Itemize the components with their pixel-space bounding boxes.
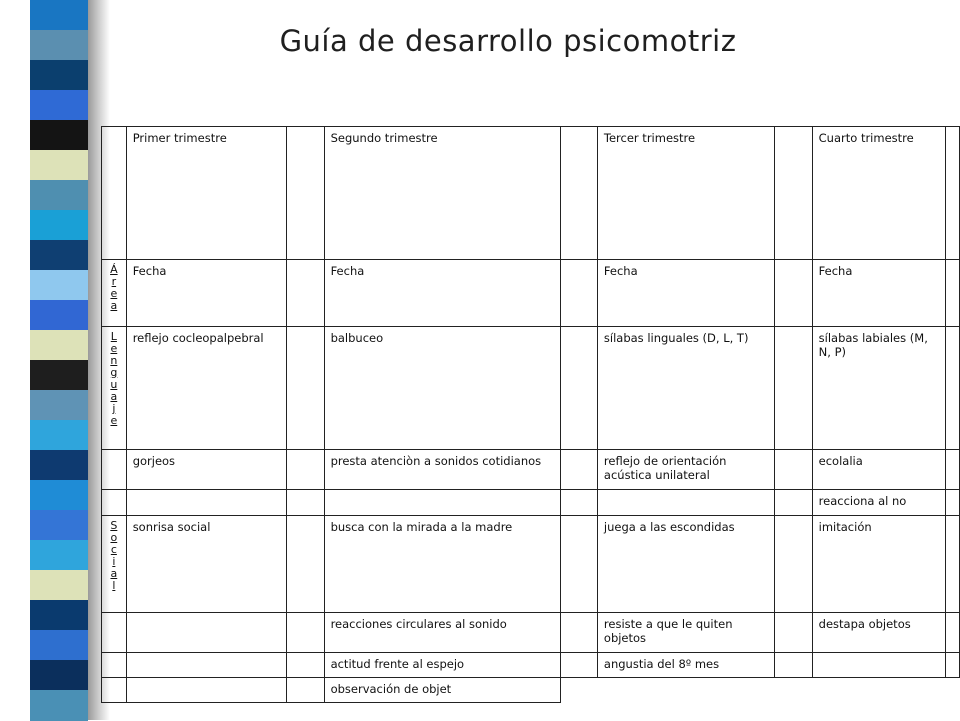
page-title: Guía de desarrollo psicomotriz xyxy=(279,24,737,58)
fecha-row xyxy=(102,260,960,327)
table-cell xyxy=(102,678,127,703)
empty-area xyxy=(945,678,959,703)
table-cell xyxy=(945,613,959,653)
table-cell xyxy=(102,490,127,516)
table-cell xyxy=(287,516,324,613)
table-cell: resiste a que le quiten objetos xyxy=(597,613,774,653)
table-cell: destapa objetos xyxy=(812,613,945,653)
table-cell xyxy=(945,450,959,490)
fecha-cell: Fecha xyxy=(324,260,560,327)
table-cell xyxy=(287,327,324,450)
table-cell: sonrisa social xyxy=(126,516,287,613)
table-cell: reacciones circulares al sonido xyxy=(324,613,560,653)
table-cell: balbuceo xyxy=(324,327,560,450)
table-cell xyxy=(775,450,812,490)
stripe-segment xyxy=(30,600,88,631)
table-cell xyxy=(287,613,324,653)
empty-area xyxy=(812,678,945,703)
header-cuarto-trimestre: Cuarto trimestre xyxy=(812,127,945,260)
fecha-cell: Fecha xyxy=(126,260,287,327)
table-cell: reflejo cocleopalpebral xyxy=(126,327,287,450)
table-cell xyxy=(102,127,127,260)
table-cell xyxy=(775,127,812,260)
stripe-segment xyxy=(30,60,88,91)
stripe-segment xyxy=(30,390,88,421)
table-cell xyxy=(775,490,812,516)
table-cell: busca con la mirada a la madre xyxy=(324,516,560,613)
stripe-segment xyxy=(30,660,88,691)
empty-area xyxy=(560,678,597,703)
stripe-segment xyxy=(30,570,88,601)
table-cell xyxy=(102,450,127,490)
table-cell: actitud frente al espejo xyxy=(324,653,560,678)
stripe-segment xyxy=(30,300,88,331)
development-table xyxy=(101,126,960,703)
stripe-segment xyxy=(30,480,88,511)
stripe-segment xyxy=(30,240,88,271)
header-row xyxy=(102,127,960,260)
table-cell xyxy=(945,490,959,516)
stripe-segment xyxy=(30,360,88,391)
table-cell xyxy=(126,613,287,653)
table-cell xyxy=(945,516,959,613)
social-label: Social xyxy=(110,519,118,592)
lenguaje-label-cell xyxy=(102,327,127,450)
table-cell xyxy=(775,653,812,678)
header-segundo-trimestre: Segundo trimestre xyxy=(324,127,560,260)
table-cell xyxy=(560,260,597,327)
stripe-segment xyxy=(30,270,88,301)
table-cell xyxy=(287,450,324,490)
area-label: Área xyxy=(110,263,118,312)
stripe-segment xyxy=(30,420,88,451)
table-cell: reacciona al no xyxy=(812,490,945,516)
table-cell xyxy=(560,127,597,260)
table-cell xyxy=(560,653,597,678)
table-cell xyxy=(775,516,812,613)
social-row xyxy=(102,678,960,703)
stripe-segment xyxy=(30,630,88,661)
table-cell xyxy=(945,127,959,260)
stripe-segment xyxy=(30,330,88,361)
table-cell xyxy=(560,490,597,516)
social-label-cell xyxy=(102,516,127,613)
stripe-segment xyxy=(30,540,88,571)
lenguaje-row xyxy=(102,490,960,516)
stripe-segment xyxy=(30,120,88,151)
stripe-segment xyxy=(30,210,88,241)
table-cell: sílabas labiales (M, N, P) xyxy=(812,327,945,450)
table-cell: sílabas linguales (D, L, T) xyxy=(597,327,774,450)
table-cell: angustia del 8º mes xyxy=(597,653,774,678)
social-row xyxy=(102,653,960,678)
stripe-segment xyxy=(30,90,88,121)
table-cell xyxy=(560,516,597,613)
table-cell xyxy=(126,653,287,678)
table-cell xyxy=(102,653,127,678)
lenguaje-row xyxy=(102,450,960,490)
table-cell xyxy=(560,450,597,490)
table-cell xyxy=(945,327,959,450)
fecha-cell: Fecha xyxy=(597,260,774,327)
table-cell xyxy=(126,490,287,516)
empty-area xyxy=(597,678,774,703)
table-cell xyxy=(560,327,597,450)
lenguaje-row xyxy=(102,327,960,450)
table-cell: presta atenciòn a sonidos cotidianos xyxy=(324,450,560,490)
fecha-cell: Fecha xyxy=(812,260,945,327)
table-cell: imitación xyxy=(812,516,945,613)
table-cell xyxy=(324,490,560,516)
table-cell xyxy=(775,260,812,327)
table-cell xyxy=(812,653,945,678)
table-cell xyxy=(287,678,324,703)
stripe-segment xyxy=(30,690,88,721)
area-label-cell xyxy=(102,260,127,327)
table-cell xyxy=(945,653,959,678)
social-row xyxy=(102,516,960,613)
header-primer-trimestre: Primer trimestre xyxy=(126,127,287,260)
table-cell xyxy=(775,327,812,450)
table-cell xyxy=(560,613,597,653)
table-cell: ecolalia xyxy=(812,450,945,490)
table-cell xyxy=(287,260,324,327)
table-cell xyxy=(597,490,774,516)
decorative-stripe-bar xyxy=(30,0,88,720)
table-cell xyxy=(287,127,324,260)
table-cell xyxy=(287,490,324,516)
table-cell xyxy=(126,678,287,703)
table-cell: reflejo de orientación acústica unilateral xyxy=(597,450,774,490)
social-row xyxy=(102,613,960,653)
lenguaje-label: Lenguaje xyxy=(110,330,118,427)
header-tercer-trimestre: Tercer trimestre xyxy=(597,127,774,260)
table-cell xyxy=(102,613,127,653)
stripe-segment xyxy=(30,150,88,181)
stripe-segment xyxy=(30,450,88,481)
table-cell xyxy=(945,260,959,327)
stripe-segment xyxy=(30,180,88,211)
empty-area xyxy=(775,678,812,703)
table-cell: gorjeos xyxy=(126,450,287,490)
table-cell xyxy=(775,613,812,653)
table-cell: observación de objet xyxy=(324,678,560,703)
table-cell: juega a las escondidas xyxy=(597,516,774,613)
table-cell xyxy=(287,653,324,678)
stripe-segment xyxy=(30,510,88,541)
